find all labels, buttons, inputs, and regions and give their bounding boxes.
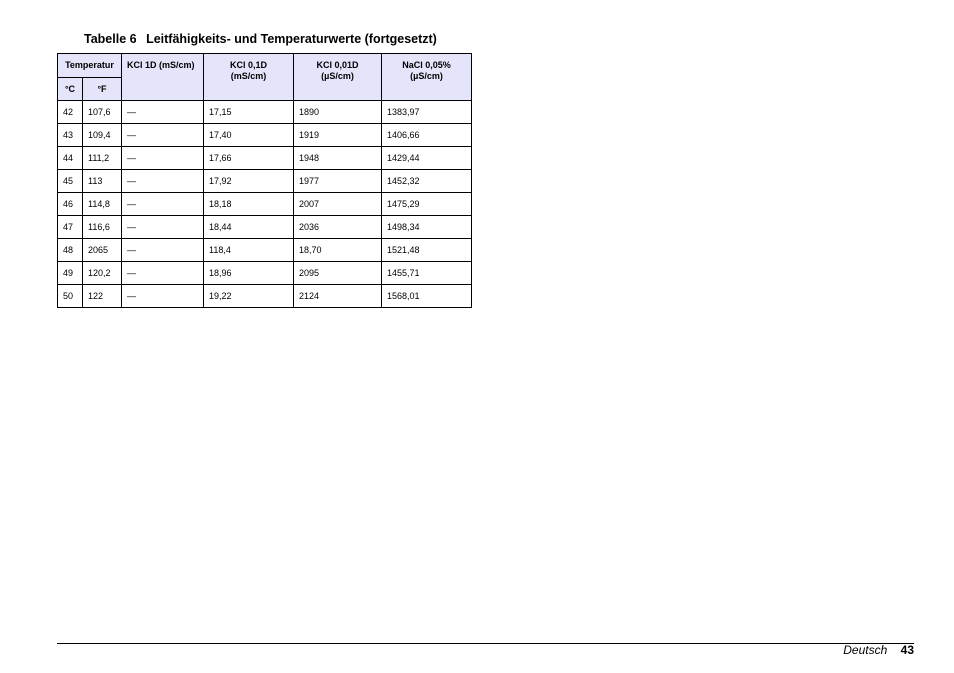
cell-kcl-001d: 1948: [294, 147, 382, 170]
header-kcl-1d: KCl 1D (mS/cm): [122, 54, 204, 101]
header-nacl-unit: (µS/cm): [410, 71, 443, 81]
cell-celsius: 45: [58, 170, 83, 193]
cell-kcl-001d: 1977: [294, 170, 382, 193]
cell-nacl: 1383,97: [382, 101, 472, 124]
footer-language: Deutsch: [843, 643, 888, 657]
cell-kcl-01d: 17,15: [204, 101, 294, 124]
cell-kcl-001d: 18,70: [294, 239, 382, 262]
conductivity-table: [57, 53, 472, 308]
footer-divider: [57, 643, 914, 644]
table-row: [58, 285, 472, 308]
header-kcl-001d-unit: (µS/cm): [321, 71, 354, 81]
cell-celsius: 43: [58, 124, 83, 147]
cell-nacl: 1452,32: [382, 170, 472, 193]
table-title: Leitfähigkeits- und Temperaturwerte (fortgesetzt): [146, 32, 437, 46]
table-row: [58, 147, 472, 170]
table-row: [58, 239, 472, 262]
header-kcl-01d-unit: (mS/cm): [230, 71, 267, 81]
cell-fahrenheit: 114,8: [83, 193, 122, 216]
cell-fahrenheit: 107,6: [83, 101, 122, 124]
header-celsius: °C: [58, 78, 83, 101]
cell-kcl-01d: 18,18: [204, 193, 294, 216]
header-temperature: Temperatur: [58, 54, 122, 78]
cell-nacl: 1568,01: [382, 285, 472, 308]
cell-kcl-1d: —: [122, 239, 204, 262]
table-row: [58, 101, 472, 124]
cell-celsius: 46: [58, 193, 83, 216]
header-kcl-001d: [294, 54, 382, 101]
cell-kcl-1d: —: [122, 170, 204, 193]
cell-celsius: 44: [58, 147, 83, 170]
cell-celsius: 50: [58, 285, 83, 308]
cell-kcl-001d: 2095: [294, 262, 382, 285]
header-row: [58, 54, 472, 78]
cell-celsius: 42: [58, 101, 83, 124]
cell-kcl-001d: 2124: [294, 285, 382, 308]
header-kcl-001d-name: KCl 0,01D: [316, 60, 359, 70]
cell-fahrenheit: 122: [83, 285, 122, 308]
table-row: [58, 216, 472, 239]
header-fahrenheit: °F: [83, 78, 122, 101]
cell-kcl-1d: —: [122, 262, 204, 285]
cell-fahrenheit: 111,2: [83, 147, 122, 170]
cell-kcl-01d: 17,66: [204, 147, 294, 170]
table-row: [58, 170, 472, 193]
table-caption: [84, 32, 437, 46]
cell-kcl-01d: 17,40: [204, 124, 294, 147]
cell-kcl-01d: 19,22: [204, 285, 294, 308]
cell-kcl-1d: —: [122, 124, 204, 147]
cell-nacl: 1429,44: [382, 147, 472, 170]
table-number: Tabelle 6: [84, 32, 137, 46]
cell-fahrenheit: 113: [83, 170, 122, 193]
cell-fahrenheit: 120,2: [83, 262, 122, 285]
header-kcl-01d-name: KCl 0,1D: [229, 60, 267, 70]
cell-kcl-001d: 2007: [294, 193, 382, 216]
cell-kcl-01d: 18,44: [204, 216, 294, 239]
cell-nacl: 1406,66: [382, 124, 472, 147]
cell-kcl-1d: —: [122, 147, 204, 170]
cell-kcl-001d: 1890: [294, 101, 382, 124]
cell-kcl-01d: 118,4: [204, 239, 294, 262]
cell-kcl-1d: —: [122, 216, 204, 239]
cell-nacl: 1475,29: [382, 193, 472, 216]
cell-kcl-001d: 2036: [294, 216, 382, 239]
cell-kcl-001d: 1919: [294, 124, 382, 147]
table-row: [58, 124, 472, 147]
cell-fahrenheit: 116,6: [83, 216, 122, 239]
cell-fahrenheit: 2065: [83, 239, 122, 262]
cell-celsius: 48: [58, 239, 83, 262]
cell-celsius: 49: [58, 262, 83, 285]
cell-nacl: 1521,48: [382, 239, 472, 262]
cell-celsius: 47: [58, 216, 83, 239]
cell-kcl-1d: —: [122, 101, 204, 124]
cell-nacl: 1455,71: [382, 262, 472, 285]
cell-kcl-01d: 18,96: [204, 262, 294, 285]
cell-kcl-01d: 17,92: [204, 170, 294, 193]
table-row: [58, 262, 472, 285]
header-kcl-01d: [204, 54, 294, 101]
table-row: [58, 193, 472, 216]
page-number: 43: [900, 643, 914, 657]
header-nacl-name: NaCl 0,05%: [402, 60, 451, 70]
cell-fahrenheit: 109,4: [83, 124, 122, 147]
cell-kcl-1d: —: [122, 193, 204, 216]
header-nacl: [382, 54, 472, 101]
cell-kcl-1d: —: [122, 285, 204, 308]
cell-nacl: 1498,34: [382, 216, 472, 239]
page-footer: [843, 643, 914, 657]
